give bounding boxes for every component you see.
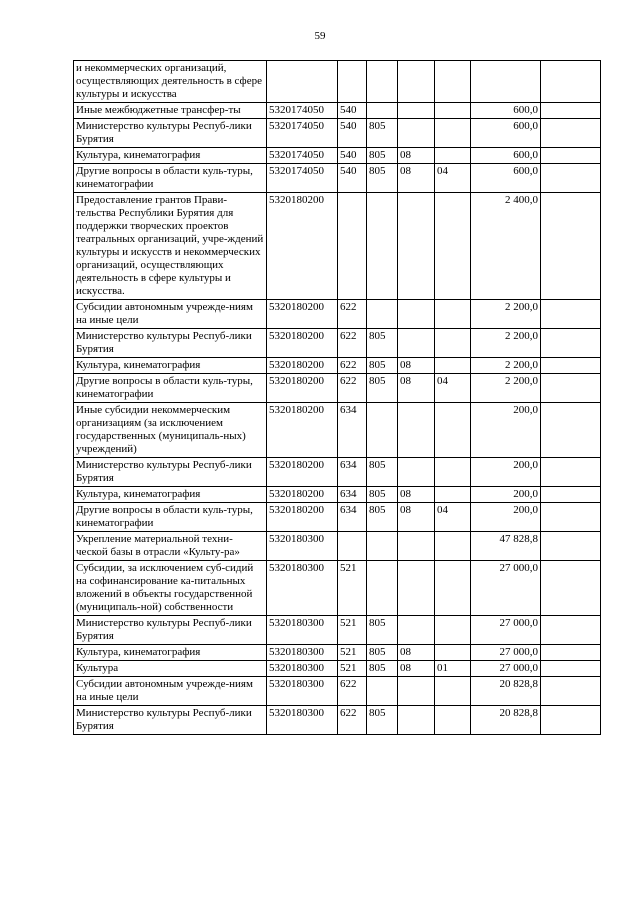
row-name-cell: Культура, кинематография <box>74 358 267 374</box>
subsection-cell <box>435 561 471 616</box>
target-article-cell: 5320180200 <box>267 300 338 329</box>
row-name-cell: Министерство культуры Респуб-лики Бурятия <box>74 329 267 358</box>
ministry-code-cell <box>367 61 398 103</box>
expense-type-cell: 540 <box>338 119 367 148</box>
expense-type-cell: 622 <box>338 358 367 374</box>
subsection-cell <box>435 193 471 300</box>
row-name-cell: Культура, кинематография <box>74 487 267 503</box>
subsection-cell <box>435 677 471 706</box>
row-name-cell: Субсидии автономным учрежде-ниям на иные цели <box>74 677 267 706</box>
section-cell <box>398 103 435 119</box>
subsection-cell <box>435 403 471 458</box>
expense-type-cell: 622 <box>338 300 367 329</box>
section-cell <box>398 61 435 103</box>
table-row <box>74 532 601 561</box>
empty-cell <box>541 164 601 193</box>
target-article-cell: 5320180200 <box>267 503 338 532</box>
ministry-code-cell <box>367 677 398 706</box>
row-name-cell: Предоставление грантов Прави-тельства Республики Бурятия для поддержки творческих проектов театральных организаций, учре-ждений культуры и искусств и некоммерческих организаций, осуществляющих деятельность в сфере культуры и искусства. <box>74 193 267 300</box>
table-row <box>74 164 601 193</box>
empty-cell <box>541 532 601 561</box>
table-row <box>74 374 601 403</box>
subsection-cell <box>435 61 471 103</box>
amount-cell: 2 400,0 <box>471 193 541 300</box>
ministry-code-cell: 805 <box>367 706 398 735</box>
row-name-cell: Культура, кинематография <box>74 645 267 661</box>
subsection-cell: 04 <box>435 374 471 403</box>
row-name-cell: Иные межбюджетные трансфер-ты <box>74 103 267 119</box>
empty-cell <box>541 329 601 358</box>
amount-cell: 600,0 <box>471 119 541 148</box>
ministry-code-cell: 805 <box>367 358 398 374</box>
amount-cell: 27 000,0 <box>471 661 541 677</box>
expense-type-cell: 634 <box>338 487 367 503</box>
target-article-cell: 5320180300 <box>267 706 338 735</box>
subsection-cell <box>435 616 471 645</box>
expense-type-cell: 634 <box>338 503 367 532</box>
subsection-cell <box>435 148 471 164</box>
ministry-code-cell <box>367 103 398 119</box>
ministry-code-cell: 805 <box>367 164 398 193</box>
empty-cell <box>541 487 601 503</box>
amount-cell: 27 000,0 <box>471 561 541 616</box>
row-name-cell: Министерство культуры Респуб-лики Бурятия <box>74 706 267 735</box>
target-article-cell: 5320180300 <box>267 645 338 661</box>
target-article-cell: 5320180300 <box>267 661 338 677</box>
section-cell <box>398 616 435 645</box>
ministry-code-cell <box>367 561 398 616</box>
table-row <box>74 503 601 532</box>
empty-cell <box>541 677 601 706</box>
target-article-cell: 5320180200 <box>267 193 338 300</box>
target-article-cell: 5320174050 <box>267 148 338 164</box>
section-cell <box>398 119 435 148</box>
target-article-cell: 5320180200 <box>267 487 338 503</box>
subsection-cell <box>435 458 471 487</box>
target-article-cell: 5320180200 <box>267 458 338 487</box>
empty-cell <box>541 561 601 616</box>
empty-cell <box>541 119 601 148</box>
expense-type-cell: 622 <box>338 677 367 706</box>
empty-cell <box>541 61 601 103</box>
empty-cell <box>541 300 601 329</box>
amount-cell: 47 828,8 <box>471 532 541 561</box>
amount-cell: 600,0 <box>471 148 541 164</box>
section-cell: 08 <box>398 503 435 532</box>
expense-type-cell <box>338 193 367 300</box>
row-name-cell: Другие вопросы в области куль-туры, кинематографии <box>74 164 267 193</box>
section-cell <box>398 561 435 616</box>
ministry-code-cell: 805 <box>367 458 398 487</box>
ministry-code-cell: 805 <box>367 119 398 148</box>
section-cell <box>398 193 435 300</box>
ministry-code-cell <box>367 532 398 561</box>
row-name-cell: Министерство культуры Респуб-лики Бурятия <box>74 616 267 645</box>
budget-table <box>73 60 601 735</box>
subsection-cell: 04 <box>435 164 471 193</box>
row-name-cell: Министерство культуры Респуб-лики Бурятия <box>74 119 267 148</box>
empty-cell <box>541 374 601 403</box>
subsection-cell <box>435 329 471 358</box>
empty-cell <box>541 616 601 645</box>
ministry-code-cell <box>367 300 398 329</box>
budget-table-body <box>74 61 601 735</box>
table-row <box>74 561 601 616</box>
section-cell: 08 <box>398 661 435 677</box>
amount-cell: 20 828,8 <box>471 677 541 706</box>
table-row <box>74 706 601 735</box>
expense-type-cell: 540 <box>338 164 367 193</box>
expense-type-cell: 622 <box>338 706 367 735</box>
row-name-cell: Культура <box>74 661 267 677</box>
section-cell <box>398 329 435 358</box>
table-row <box>74 616 601 645</box>
amount-cell: 2 200,0 <box>471 374 541 403</box>
target-article-cell: 5320180300 <box>267 561 338 616</box>
row-name-cell: Укрепление материальной техни-ческой базы в отрасли «Культу-ра» <box>74 532 267 561</box>
row-name-cell: Субсидии автономным учрежде-ниям на иные цели <box>74 300 267 329</box>
target-article-cell: 5320180300 <box>267 616 338 645</box>
amount-cell: 200,0 <box>471 503 541 532</box>
ministry-code-cell: 805 <box>367 374 398 403</box>
ministry-code-cell: 805 <box>367 616 398 645</box>
row-name-cell: Другие вопросы в области куль-туры, кинематографии <box>74 503 267 532</box>
table-row <box>74 193 601 300</box>
target-article-cell: 5320180300 <box>267 677 338 706</box>
empty-cell <box>541 403 601 458</box>
empty-cell <box>541 661 601 677</box>
ministry-code-cell: 805 <box>367 661 398 677</box>
target-article-cell: 5320174050 <box>267 103 338 119</box>
subsection-cell <box>435 103 471 119</box>
target-article-cell: 5320180200 <box>267 403 338 458</box>
table-row <box>74 329 601 358</box>
empty-cell <box>541 706 601 735</box>
table-row <box>74 458 601 487</box>
expense-type-cell: 622 <box>338 329 367 358</box>
expense-type-cell: 521 <box>338 645 367 661</box>
expense-type-cell: 521 <box>338 616 367 645</box>
section-cell <box>398 403 435 458</box>
amount-cell: 600,0 <box>471 103 541 119</box>
amount-cell: 2 200,0 <box>471 300 541 329</box>
table-row <box>74 403 601 458</box>
table-row <box>74 103 601 119</box>
section-cell: 08 <box>398 358 435 374</box>
table-row <box>74 148 601 164</box>
section-cell <box>398 532 435 561</box>
subsection-cell <box>435 645 471 661</box>
subsection-cell <box>435 300 471 329</box>
empty-cell <box>541 358 601 374</box>
section-cell: 08 <box>398 164 435 193</box>
amount-cell <box>471 61 541 103</box>
row-name-cell: Иные субсидии некоммерческим организациям (за исключением государственных (муниципаль-ных) учреждений) <box>74 403 267 458</box>
expense-type-cell: 521 <box>338 661 367 677</box>
ministry-code-cell <box>367 193 398 300</box>
amount-cell: 200,0 <box>471 487 541 503</box>
ministry-code-cell: 805 <box>367 645 398 661</box>
subsection-cell <box>435 119 471 148</box>
empty-cell <box>541 103 601 119</box>
target-article-cell: 5320180200 <box>267 374 338 403</box>
ministry-code-cell: 805 <box>367 503 398 532</box>
target-article-cell: 5320174050 <box>267 119 338 148</box>
subsection-cell: 04 <box>435 503 471 532</box>
table-row <box>74 300 601 329</box>
section-cell: 08 <box>398 487 435 503</box>
section-cell <box>398 458 435 487</box>
table-row <box>74 487 601 503</box>
empty-cell <box>541 503 601 532</box>
expense-type-cell <box>338 61 367 103</box>
table-row <box>74 677 601 706</box>
target-article-cell: 5320180200 <box>267 358 338 374</box>
expense-type-cell <box>338 532 367 561</box>
section-cell <box>398 706 435 735</box>
target-article-cell: 5320180200 <box>267 329 338 358</box>
expense-type-cell: 622 <box>338 374 367 403</box>
subsection-cell <box>435 487 471 503</box>
expense-type-cell: 634 <box>338 458 367 487</box>
expense-type-cell: 521 <box>338 561 367 616</box>
row-name-cell: Другие вопросы в области куль-туры, кинематографии <box>74 374 267 403</box>
subsection-cell <box>435 706 471 735</box>
row-name-cell: Культура, кинематография <box>74 148 267 164</box>
target-article-cell: 5320174050 <box>267 164 338 193</box>
ministry-code-cell: 805 <box>367 329 398 358</box>
target-article-cell: 5320180300 <box>267 532 338 561</box>
amount-cell: 2 200,0 <box>471 329 541 358</box>
amount-cell: 2 200,0 <box>471 358 541 374</box>
amount-cell: 600,0 <box>471 164 541 193</box>
section-cell: 08 <box>398 374 435 403</box>
table-row <box>74 645 601 661</box>
target-article-cell <box>267 61 338 103</box>
section-cell <box>398 677 435 706</box>
amount-cell: 200,0 <box>471 458 541 487</box>
subsection-cell <box>435 358 471 374</box>
empty-cell <box>541 458 601 487</box>
ministry-code-cell <box>367 403 398 458</box>
empty-cell <box>541 645 601 661</box>
table-row <box>74 119 601 148</box>
row-name-cell: Субсидии, за исключением суб-сидий на софинансирование ка-питальных вложений в объекты государственной (муниципаль-ной) собственности <box>74 561 267 616</box>
amount-cell: 200,0 <box>471 403 541 458</box>
table-row <box>74 358 601 374</box>
table-row <box>74 661 601 677</box>
amount-cell: 27 000,0 <box>471 616 541 645</box>
subsection-cell: 01 <box>435 661 471 677</box>
ministry-code-cell: 805 <box>367 148 398 164</box>
expense-type-cell: 634 <box>338 403 367 458</box>
row-name-cell: Министерство культуры Респуб-лики Бурятия <box>74 458 267 487</box>
table-row <box>74 61 601 103</box>
row-name-cell: и некоммерческих организаций, осуществляющих деятельность в сфере культуры и искусства <box>74 61 267 103</box>
empty-cell <box>541 193 601 300</box>
ministry-code-cell: 805 <box>367 487 398 503</box>
expense-type-cell: 540 <box>338 103 367 119</box>
amount-cell: 27 000,0 <box>471 645 541 661</box>
amount-cell: 20 828,8 <box>471 706 541 735</box>
page-number: 59 <box>314 30 326 42</box>
empty-cell <box>541 148 601 164</box>
expense-type-cell: 540 <box>338 148 367 164</box>
section-cell: 08 <box>398 645 435 661</box>
section-cell <box>398 300 435 329</box>
subsection-cell <box>435 532 471 561</box>
section-cell: 08 <box>398 148 435 164</box>
